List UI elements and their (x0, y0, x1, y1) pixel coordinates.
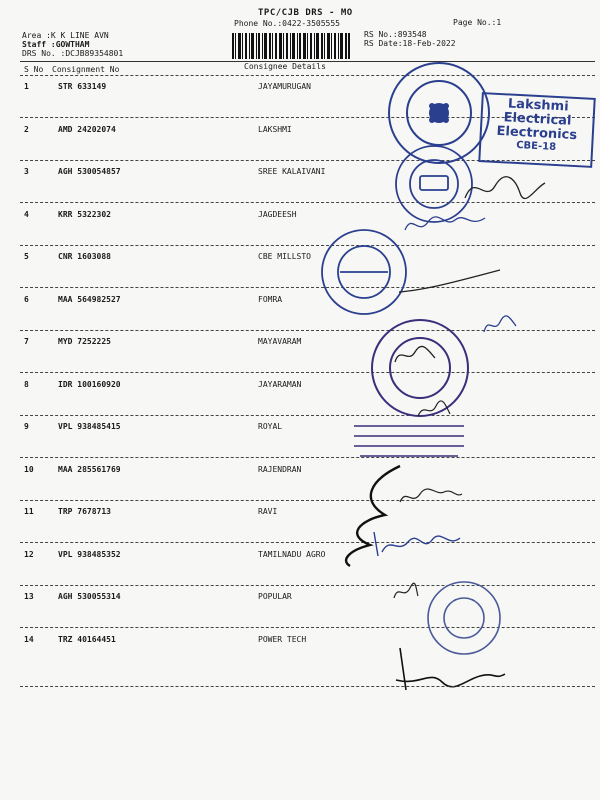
table-row (0, 422, 600, 462)
row-sno: 9 (24, 422, 29, 431)
staff-field: Staff :GOWTHAM (22, 40, 90, 49)
row-consignment: TRZ 40164451 (58, 635, 116, 644)
table-row (0, 465, 600, 505)
row-sno: 12 (24, 550, 34, 559)
row-consignment: AGH 530055314 (58, 592, 121, 601)
row-divider (20, 627, 595, 628)
row-sno: 10 (24, 465, 34, 474)
row-sno: 3 (24, 167, 29, 176)
row-divider (20, 500, 595, 501)
phone-number: Phone No.:0422-3505555 (234, 19, 340, 28)
header-rule-bottom (20, 75, 595, 76)
table-row (0, 295, 600, 335)
table-row (0, 82, 600, 122)
row-consignee: LAKSHMI (258, 125, 292, 134)
table-row (0, 635, 600, 675)
rs-date: RS Date:18-Feb-2022 (364, 39, 456, 48)
row-consignee: MAYAVARAM (258, 337, 302, 346)
stamp-line-2: Electrical (503, 110, 572, 129)
row-sno: 7 (24, 337, 29, 346)
col-consignee: Consignee Details (244, 62, 326, 71)
row-consignee: ROYAL (258, 422, 283, 431)
row-sno: 11 (24, 507, 34, 516)
row-consignee: JAYAMURUGAN (258, 82, 311, 91)
rs-number: RS No.:893548 (364, 30, 427, 39)
table-row (0, 592, 600, 632)
table-row (0, 167, 600, 207)
row-consignment: VPL 938485415 (58, 422, 121, 431)
row-consignment: MYD 7252225 (58, 337, 111, 346)
row-divider (20, 160, 595, 161)
table-row (0, 125, 600, 165)
page-number: Page No.:1 (453, 18, 502, 27)
row-consignment: AGH 530054857 (58, 167, 121, 176)
table-row (0, 550, 600, 590)
row-consignee: TAMILNADU AGRO (258, 550, 326, 559)
row-divider (20, 117, 595, 118)
stamp-line-3: Electronics (496, 123, 578, 144)
row-divider (20, 457, 595, 458)
row-consignment: IDR 100160920 (58, 380, 121, 389)
table-row (0, 252, 600, 292)
row-consignee: CBE MILLSTO (258, 252, 311, 261)
row-consignment: VPL 938485352 (58, 550, 121, 559)
row-consignment: KRR 5322302 (58, 210, 111, 219)
row-divider (20, 372, 595, 373)
row-sno: 2 (24, 125, 29, 134)
row-consignment: STR 633149 (58, 82, 107, 91)
row-divider (20, 415, 595, 416)
row-divider (20, 287, 595, 288)
table-row (0, 380, 600, 420)
row-consignee: JAGDEESH (258, 210, 297, 219)
row-consignment: CNR 1603088 (58, 252, 111, 261)
row-sno: 14 (24, 635, 34, 644)
row-sno: 1 (24, 82, 29, 91)
table-row (0, 210, 600, 250)
row-sno: 8 (24, 380, 29, 389)
barcode-icon (232, 33, 350, 59)
sheet-title: TPC/CJB DRS - MO (258, 8, 353, 18)
row-consignment: MAA 285561769 (58, 465, 121, 474)
col-consignment: Consignment No (52, 65, 120, 74)
row-sno: 6 (24, 295, 29, 304)
row-consignee: SREE KALAIVANI (258, 167, 326, 176)
row-divider (20, 202, 595, 203)
row-divider (20, 542, 595, 543)
row-consignment: AMD 24202074 (58, 125, 116, 134)
row-consignee: RAJENDRAN (258, 465, 302, 474)
row-consignee: RAVI (258, 507, 278, 516)
row-divider (20, 585, 595, 586)
row-consignee: FOMRA (258, 295, 283, 304)
row-divider (20, 245, 595, 246)
table-row (0, 507, 600, 547)
row-consignee: POPULAR (258, 592, 292, 601)
row-consignee: JAYARAMAN (258, 380, 302, 389)
bottom-rule (20, 686, 595, 687)
row-sno: 13 (24, 592, 34, 601)
row-sno: 5 (24, 252, 29, 261)
row-sno: 4 (24, 210, 29, 219)
col-sno: S No (24, 65, 44, 74)
stamp-line-1: Lakshmi (507, 96, 569, 115)
area-field: Area :K K LINE AVN (22, 31, 109, 40)
drs-number: DRS No. :DCJB89354801 (22, 49, 124, 58)
stamp-line-4: CBE-18 (515, 139, 557, 154)
table-row (0, 337, 600, 377)
row-consignment: MAA 564982527 (58, 295, 121, 304)
row-consignment: TRP 7678713 (58, 507, 111, 516)
row-consignee: POWER TECH (258, 635, 307, 644)
row-divider (20, 330, 595, 331)
